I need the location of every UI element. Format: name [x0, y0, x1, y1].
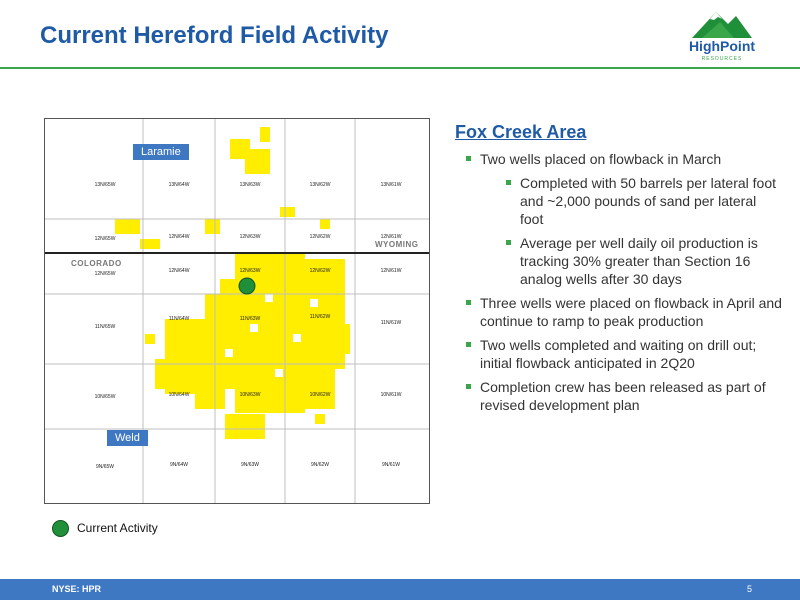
township-label: 13N/62W [309, 182, 331, 188]
sub-bullet-item: Average per well daily oil production is tracking 30% greater than Section 16 analog wells after 30 days [502, 234, 782, 288]
acreage-map [44, 118, 430, 504]
township-label: 12N/62W [309, 234, 331, 240]
township-label: 9N/63W [240, 462, 260, 468]
legend-label: Current Activity [77, 521, 158, 535]
mountain-icon [672, 8, 772, 40]
township-label: 13N/63W [239, 182, 261, 188]
township-label: 9N/65W [95, 464, 115, 470]
township-label: 9N/64W [169, 462, 189, 468]
county-label-laramie: Laramie [133, 144, 189, 160]
township-label: 13N/61W [380, 182, 402, 188]
logo-subtitle: RESOURCES [701, 56, 743, 62]
township-label: 12N/65W [94, 271, 116, 277]
township-label: 11N/64W [168, 316, 190, 322]
state-label-wyoming: WYOMING [375, 240, 419, 249]
township-label: 10N/61W [380, 392, 402, 398]
township-label: 9N/62W [310, 462, 330, 468]
sub-bullet-item: Completed with 50 barrels per lateral foot and ~2,000 pounds of sand per lateral foot [502, 174, 782, 228]
township-label: 12N/63W [239, 268, 261, 274]
township-label: 12N/62W [309, 268, 331, 274]
township-label: 11N/61W [380, 320, 402, 326]
township-label: 10N/63W [239, 392, 261, 398]
township-label: 11N/63W [239, 316, 261, 322]
township-label: 12N/64W [168, 234, 190, 240]
township-label: 10N/62W [309, 392, 331, 398]
bullet-item: Completion crew has been released as part of revised development plan [462, 378, 782, 414]
company-logo [672, 8, 772, 68]
township-label: 10N/65W [94, 394, 116, 400]
section-title: Fox Creek Area [455, 122, 587, 142]
township-label: 12N/61W [380, 234, 402, 240]
township-label: 12N/61W [380, 268, 402, 274]
map-canvas [45, 119, 429, 503]
bullet-list [462, 150, 782, 420]
footer-bar [0, 579, 800, 600]
township-label: 12N/63W [239, 234, 261, 240]
title-divider [0, 67, 800, 69]
county-label-weld: Weld [107, 430, 148, 446]
township-label: 10N/64W [168, 392, 190, 398]
bullet-item: Three wells were placed on flowback in April and continue to ramp to peak production [462, 294, 782, 330]
township-label: 11N/65W [94, 324, 116, 330]
map-legend [52, 520, 158, 536]
township-label: 9N/61W [381, 462, 401, 468]
township-label: 13N/64W [168, 182, 190, 188]
logo-name: HighPoint [688, 38, 756, 54]
township-label: 12N/64W [168, 268, 190, 274]
bullet-item: Two wells completed and waiting on drill out; initial flowback anticipated in 2Q20 [462, 336, 782, 372]
township-label: 12N/65W [94, 236, 116, 242]
bullet-item: Two wells placed on flowback in March [462, 150, 782, 168]
stock-ticker: NYSE: HPR [52, 584, 102, 594]
state-label-colorado: COLORADO [71, 259, 122, 268]
slide-title: Current Hereford Field Activity [40, 22, 389, 49]
township-label: 11N/62W [309, 314, 331, 320]
green-circle-icon [52, 520, 69, 537]
page-number: 5 [746, 584, 752, 594]
township-label: 13N/65W [94, 182, 116, 188]
